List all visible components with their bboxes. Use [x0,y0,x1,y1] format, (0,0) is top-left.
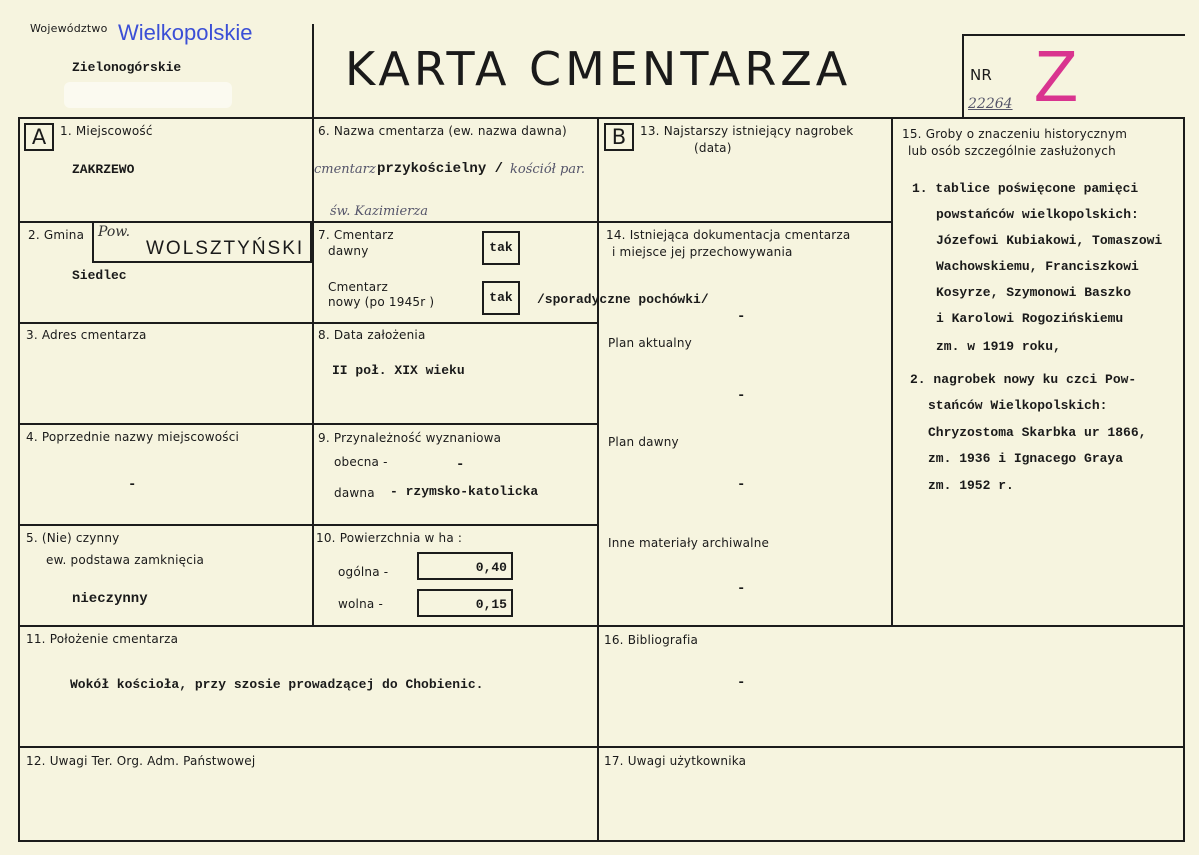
field12-label: 12. Uwagi Ter. Org. Adm. Państwowej [26,754,256,768]
field15-line: 1. tablice poświęcone pamięci [912,181,1139,196]
field10-label: 10. Powierzchnia w ha : [316,531,463,545]
field6-typed: przykościelny / [377,161,504,177]
field8-label: 8. Data założenia [318,328,426,342]
field9-obecna-value: - [456,457,465,473]
divider [18,423,598,425]
field2-note: Pow. [98,224,131,240]
field9-dawna-label: dawna [334,486,375,500]
field15-line: Chryzostoma Skarbka ur 1866, [928,425,1147,440]
field16-label: 16. Bibliografia [604,633,699,647]
field14-label1: 14. Istniejąca dokumentacja cmentarza [606,228,851,242]
field4-value: - [128,477,137,493]
field8-value: II poł. XIX wieku [332,363,465,378]
section-a-marker: A [24,123,54,151]
field6-hand3: św. Kazimierza [330,204,428,219]
divider [312,24,314,627]
field14-plan-dawny-label: Plan dawny [608,435,679,449]
field14-plan-dawny-value: - [737,477,746,493]
field7-label: 7. Cmentarz [318,228,394,242]
field9-obecna-label: obecna - [334,455,388,469]
field10-ogolna-label: ogólna - [338,565,389,579]
divider [18,117,20,842]
field1-label: 1. Miejscowość [60,124,153,138]
field5-value: nieczynny [72,591,148,607]
field14-inne-value: - [737,581,746,597]
divider [891,117,893,627]
divider [18,625,1185,627]
field10-wolna-value: 0,15 [417,589,513,617]
field13-label1: 13. Najstarszy istniejący nagrobek [640,124,854,138]
field7-nowy-value: tak [482,281,520,315]
wojewodztwo-old: Zielonogórskie [72,60,182,75]
divider [18,524,598,526]
field15-line: zm. 1936 i Ignacego Graya [928,451,1124,466]
divider [18,322,598,324]
field4-label: 4. Poprzednie nazwy miejscowości [26,430,240,444]
field14-label2: i miejsce jej przechowywania [612,245,793,259]
field3-label: 3. Adres cmentarza [26,328,147,342]
field10-wolna-label: wolna - [338,597,383,611]
divider [18,840,1185,842]
field11-value: Wokół kościoła, przy szosie prowadzącej do Chobienic. [70,677,484,692]
field15-line: Wachowskiemu, Franciszkowi [936,259,1139,274]
field14-inne-label: Inne materiały archiwalne [608,536,770,550]
field14-plan-aktualny-label: Plan aktualny [608,336,692,350]
wojewodztwo-label: Województwo [30,22,108,35]
field15-line: Józefowi Kubiakowi, Tomaszowi [936,233,1163,248]
divider [597,221,893,223]
divider [18,746,1185,748]
field15-line: zm. 1952 r. [928,478,1014,493]
faded-mark [64,82,232,108]
field17-label: 17. Uwagi użytkownika [604,754,747,768]
field13-label2: (data) [694,141,732,155]
field6-label: 6. Nazwa cmentarza (ew. nazwa dawna) [318,124,567,138]
field15-line: Kosyrze, Szymonowi Baszko [936,285,1132,300]
field15-label2: lub osób szczególnie zasłużonych [908,144,1116,158]
field7-dawny-value: tak [482,231,520,265]
field2-stamp: WOLSZTYŃSKI [146,238,305,259]
field9-dawna-value: - rzymsko-katolicka [390,484,539,499]
field15-label1: 15. Groby o znaczeniu historycznym [902,127,1128,141]
field7-nowy-label2: nowy (po 1945r ) [328,295,435,309]
field2-value: Siedlec [72,268,127,283]
field6-hand2: kościół par. [510,162,585,177]
nr-label: NR [970,66,993,84]
field2-label: 2. Gmina [28,228,85,242]
nr-value: 22264 [968,96,1013,112]
field7-nowy-note: /sporadyczne pochówki/ [537,292,709,307]
field15-line: powstańców wielkopolskich: [936,207,1139,222]
field15-line: 2. nagrobek nowy ku czci Pow- [910,372,1137,387]
field14-plan-aktualny-value: - [737,388,746,404]
field10-ogolna-value: 0,40 [417,552,513,580]
divider [597,117,599,842]
field16-value: - [737,675,746,691]
field1-value: ZAKRZEWO [72,162,135,177]
section-b-marker: B [604,123,634,151]
field7-dawny: dawny [328,244,369,258]
field5-sublabel: ew. podstawa zamknięcia [46,553,205,567]
wojewodztwo-stamp: Wielkopolskie [118,20,253,45]
field15-line: i Karolowi Rogozińskiemu [936,311,1124,326]
field15-line: stańców Wielkopolskich: [928,398,1108,413]
field7-nowy-label1: Cmentarz [328,280,388,294]
field6-hand1: cmentarz [314,162,376,177]
field14-value: - [737,309,746,325]
divider [1183,117,1185,842]
field5-label: 5. (Nie) czynny [26,531,120,545]
field11-label: 11. Położenie cmentarza [26,632,179,646]
page-title: KARTA CMENTARZA [345,42,852,96]
nr-letter: Z [1034,37,1078,117]
field9-label: 9. Przynależność wyznaniowa [318,431,502,445]
divider [18,117,1185,119]
field15-line: zm. w 1919 roku, [936,339,1061,354]
